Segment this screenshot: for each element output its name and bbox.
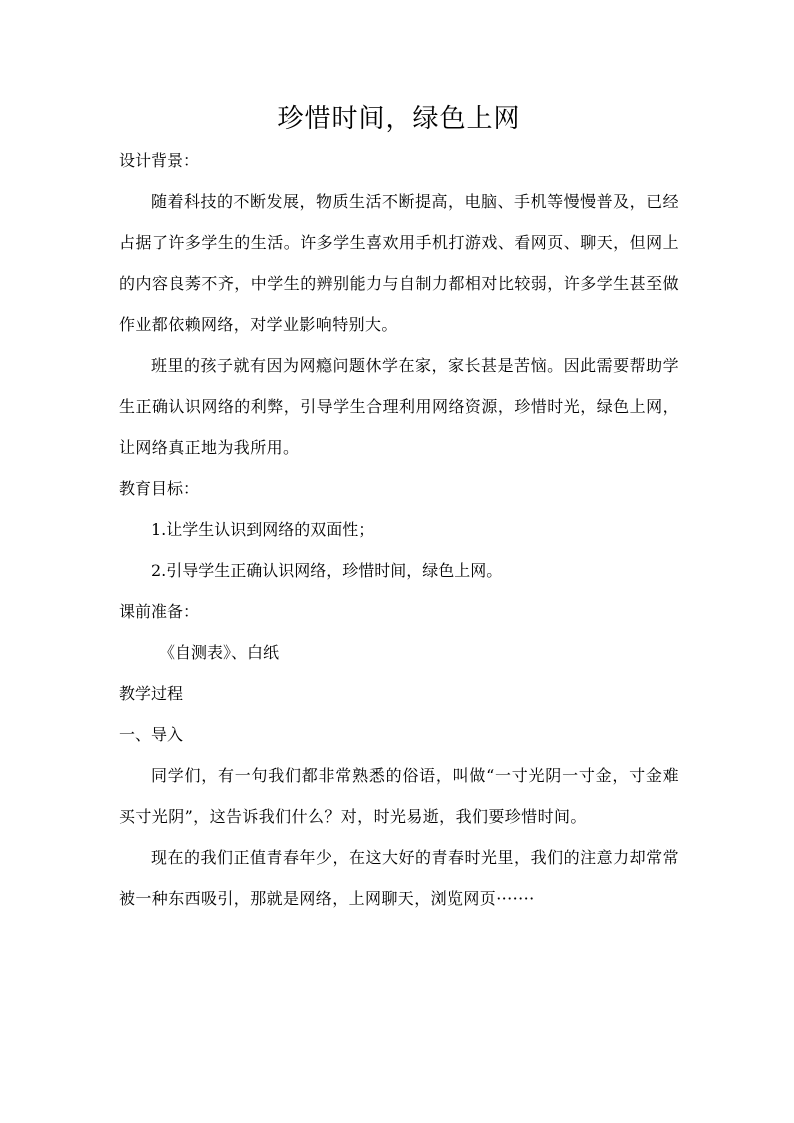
- document-body: [119, 98, 679, 919]
- background-heading: 设计背景：: [119, 151, 200, 170]
- document-title: 珍惜时间，绿色上网: [277, 104, 521, 134]
- prep-text: 《自测表》、白纸: [159, 643, 280, 662]
- goal-item-1: 1.让学生认识到网络的双面性；: [151, 520, 375, 539]
- goal-heading: 教育目标：: [119, 479, 200, 498]
- process-heading: 教学过程: [119, 684, 184, 703]
- intro-heading: 一、导入: [119, 725, 184, 744]
- intro-paragraph-2: 现在的我们正值青春年少，在这大好的青春时光里，我们的注意力却常常被一种东西吸引，那就是网络，上网聊天，浏览网页·······: [119, 848, 679, 908]
- background-paragraph-1: 随着科技的不断发展，物质生活不断提高，电脑、手机等慢慢普及，已经占据了许多学生的生活。许多学生喜欢用手机打游戏、看网页、聊天，但网上的内容良莠不齐，中学生的辨别能力与自制力都相对比较弱，许多学生甚至做作业都依赖网络，对学业影响特别大。: [119, 192, 679, 334]
- prep-heading: 课前准备：: [119, 602, 200, 621]
- intro-paragraph-1: 同学们，有一句我们都非常熟悉的俗语，叫做“一寸光阴一寸金，寸金难买寸光阴”，这告诉我们什么？对，时光易逝，我们要珍惜时间。: [119, 766, 679, 826]
- background-paragraph-2: 班里的孩子就有因为网瘾问题休学在家，家长甚是苦恼。因此需要帮助学生正确认识网络的利弊，引导学生合理利用网络资源，珍惜时光，绿色上网，让网络真正地为我所用。: [119, 356, 679, 457]
- goal-item-2: 2.引导学生正确认识网络，珍惜时间，绿色上网。: [151, 561, 503, 580]
